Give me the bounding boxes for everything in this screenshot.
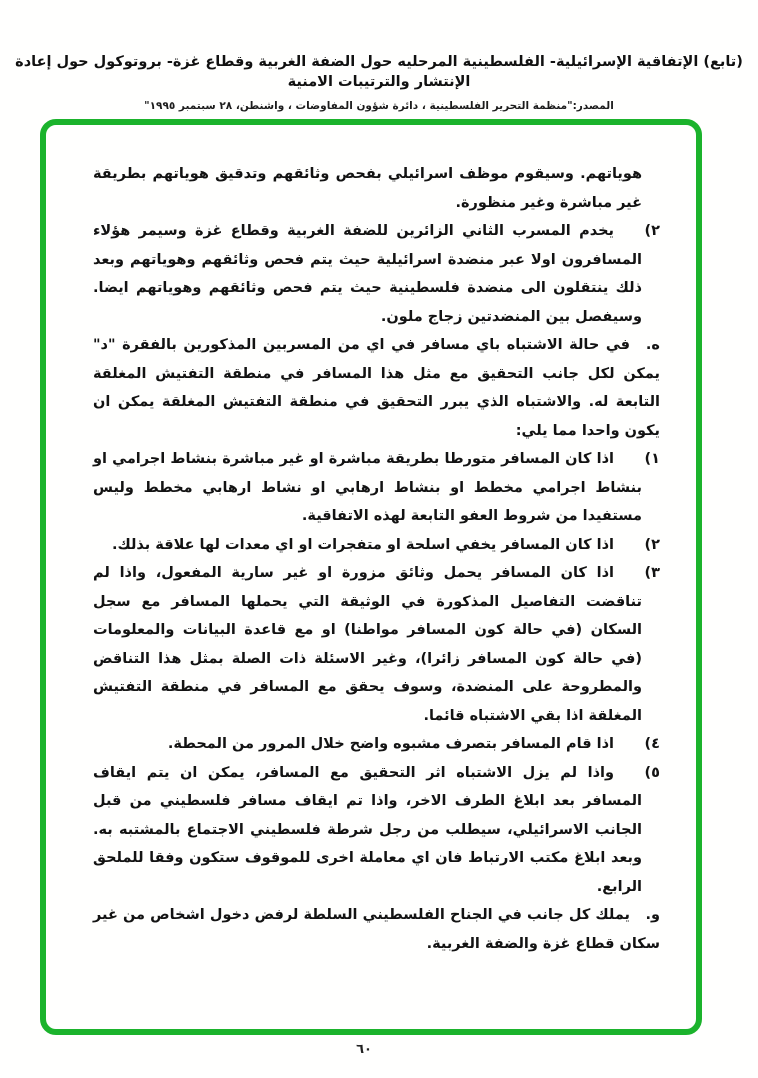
- paragraph-text: هوياتهم. وسيقوم موظف اسرائيلي بفحص وثائقهم وتدقيق هوياتهم بطريقة غير مباشرة وغير منظورة.: [93, 166, 642, 211]
- list-item-text: يخدم المسرب الثاني الزائرين للضفة الغربية وقطاع غزة وسيمر هؤلاء المسافرون اولا عبر منضدة اسرائيلية حيث يتم فحص وثائقهم وهوياتهم وبعد ذلك ينتقلون الى منضدة فلسطينية حيث يتم فحص وثائقهم وهوياتهم ايضا. وسيفصل بين المنضدتين زجاج ملون.: [93, 223, 642, 325]
- list-marker: ٣): [644, 565, 660, 581]
- list-item-2: [93, 217, 660, 331]
- document-body: [93, 160, 660, 958]
- sublist-item-2: [93, 531, 660, 560]
- document-header: [0, 52, 758, 112]
- list-marker: و.: [645, 907, 660, 923]
- list-marker: ٥): [644, 764, 660, 781]
- sublist-item-1: [93, 445, 660, 531]
- list-marker: ٢): [644, 536, 660, 553]
- list-item-text: اذا قام المسافر بتصرف مشبوه واضح خلال المرور من المحطة.: [167, 736, 614, 752]
- document-title: (تابع) الإتفاقية الإسرائيلية- الفلسطينية المرحليه حول الضفة الغربية وقطاع غزة- بروتوكول حول إعادة الإنتشار والترتيبات الامنية: [15, 54, 743, 90]
- list-item-text: اذا كان المسافر يحمل وثائق مزورة او غير سارية المفعول، واذا لم تناقضت التفاصيل المذكورة في الوثيقة التي يحملها المسافر مع سجل السكان (في حالة كون المسافر مواطنا) او مع قاعدة البيانات والمعلومات (في حالة كون المسافر زائرا)، وغير الاسئلة ذات الصلة بمثل هذا التناقض والمطروحة على المنضدة، وسوف يحقق مع المسافر في منطقة التفتيش المغلقة اذا بقي الاشتباه قائما.: [93, 565, 642, 724]
- list-marker: ١): [644, 451, 660, 467]
- list-item-text: اذا كان المسافر يخفي اسلحة او متفجرات او اي معدات لها علاقة بذلك.: [111, 536, 614, 553]
- list-item-text: يملك كل جانب في الجناح الفلسطيني السلطة لرفض دخول اشخاص من غير سكان قطاع غزة والضفة الغربية.: [93, 907, 660, 952]
- list-item-waw: [93, 901, 660, 958]
- list-item-text: اذا كان المسافر متورطا بطريقة مباشرة او غير مباشرة بنشاط اجرامي او بنشاط اجرامي مخطط او بنشاط ارهابي او نشاط ارهابي مخطط وليس مستفيدا من شروط العفو التابعة لهذه الاتفاقية.: [93, 451, 642, 524]
- page-number: ٦٠: [356, 1042, 372, 1057]
- document-source-line: المصدر:"منظمة التحرير الفلسطينية ، دائرة شؤون المفاوضات ، واشنطن، ٢٨ سبتمبر ١٩٩٥": [144, 100, 614, 112]
- sublist-item-3: [93, 559, 660, 730]
- list-item-heh: [93, 331, 660, 445]
- sublist-item-4: [93, 730, 660, 759]
- list-item-text: واذا لم يزل الاشتباه اثر التحقيق مع المسافر، يمكن ان يتم ايقاف المسافر بعد ابلاغ الطرف الاخر، واذا تم ايقاف مسافر فلسطيني من قبل الجانب الاسرائيلي، سيطلب من رجل شرطة فلسطيني الاجتماع بالمشتبه به. وبعد ابلاغ مكتب الارتباط فان اي معاملة اخرى للموقوف ستكون وفقا للملحق الرابع.: [93, 764, 642, 895]
- list-marker: ٤): [644, 736, 660, 752]
- sublist-item-5: [93, 759, 660, 902]
- list-item-text: في حالة الاشتباه باي مسافر في اي من المسربين المذكورين بالفقرة "د" يمكن لكل جانب التحقيق مع مثل هذا المسافر في منطقة التفتيش المغلقة التابعة له. والاشتباه الذي يبرر التحقيق في منطقة التفتيش المغلقة يمكن ان يكون واحدا مما يلي:: [93, 337, 660, 439]
- list-marker: ه.: [645, 337, 660, 353]
- list-marker: ٢): [644, 223, 660, 239]
- paragraph-continuation: [93, 160, 660, 217]
